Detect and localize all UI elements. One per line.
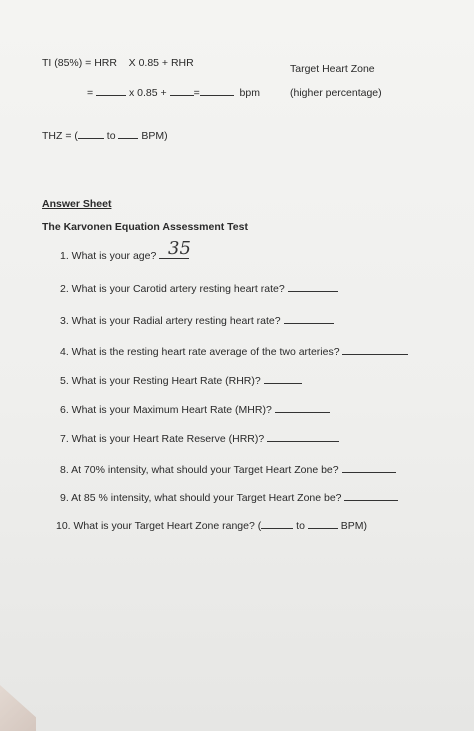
equals-sign-2: = [193, 87, 200, 99]
finger-corner [0, 685, 36, 731]
ti-multiplier: X 0.85 + RHR [128, 57, 194, 69]
question-9 [60, 489, 398, 505]
thz-low-blank [78, 127, 104, 139]
question-7 [60, 430, 339, 446]
answer-blank[interactable] [267, 430, 339, 442]
answer-blank[interactable] [342, 343, 408, 355]
range-low-blank[interactable] [261, 517, 293, 529]
question-text: 2. What is your Carotid artery resting heart rate? [60, 283, 285, 295]
question-text: 8. At 70% intensity, what should your Target Heart Zone be? [60, 464, 339, 476]
question-5 [60, 372, 302, 388]
calc-multiplier: x 0.85 + [128, 87, 167, 99]
question-text: 7. What is your Heart Rate Reserve (HRR)? [60, 433, 265, 445]
range-to: to [296, 520, 305, 532]
question-text: 5. What is your Resting Heart Rate (RHR)? [60, 375, 261, 387]
ti-label: TI (85%) = HRR [42, 57, 117, 69]
question-10 [56, 517, 367, 533]
equals-sign: = [87, 87, 94, 99]
zone-title: Target Heart Zone [290, 63, 375, 75]
answer-blank[interactable] [275, 401, 330, 413]
ti-formula [42, 57, 194, 70]
thz-high-blank [118, 127, 138, 139]
answer-blank[interactable] [264, 372, 302, 384]
answer-blank[interactable] [344, 489, 398, 501]
question-text: 9. At 85 % intensity, what should your Target Heart Zone be? [60, 492, 342, 504]
thz-to: to [106, 130, 116, 142]
rhr-blank [170, 84, 194, 96]
thz-line [42, 127, 168, 143]
range-unit: BPM) [340, 520, 368, 532]
answer-blank[interactable] [288, 280, 338, 292]
zone-subtitle: (higher percentage) [290, 87, 382, 99]
question-text: 4. What is the resting heart rate average of the two arteries? [60, 346, 340, 358]
thz-unit: BPM) [141, 130, 168, 142]
test-title: The Karvonen Equation Assessment Test [42, 221, 248, 233]
question-text: 6. What is your Maximum Heart Rate (MHR)? [60, 404, 272, 416]
calc-line [87, 84, 260, 100]
thz-label: THZ = ( [42, 130, 78, 142]
question-text: 10. What is your Target Heart Zone range? ( [56, 520, 262, 532]
bpm-blank [200, 84, 234, 96]
question-3 [60, 312, 334, 328]
range-high-blank[interactable] [308, 517, 338, 529]
answer-sheet-heading: Answer Sheet [42, 198, 112, 210]
question-4 [60, 343, 408, 359]
answer-blank[interactable] [284, 312, 334, 324]
hrr-blank [96, 84, 126, 96]
bpm-unit: bpm [239, 87, 260, 99]
question-2 [60, 280, 338, 296]
answer-blank[interactable] [342, 461, 396, 473]
question-text: 1. What is your age? [60, 250, 157, 262]
question-8 [60, 461, 396, 477]
handwritten-age-answer: 35 [168, 238, 191, 259]
question-6 [60, 401, 330, 417]
question-text: 3. What is your Radial artery resting heart rate? [60, 315, 281, 327]
